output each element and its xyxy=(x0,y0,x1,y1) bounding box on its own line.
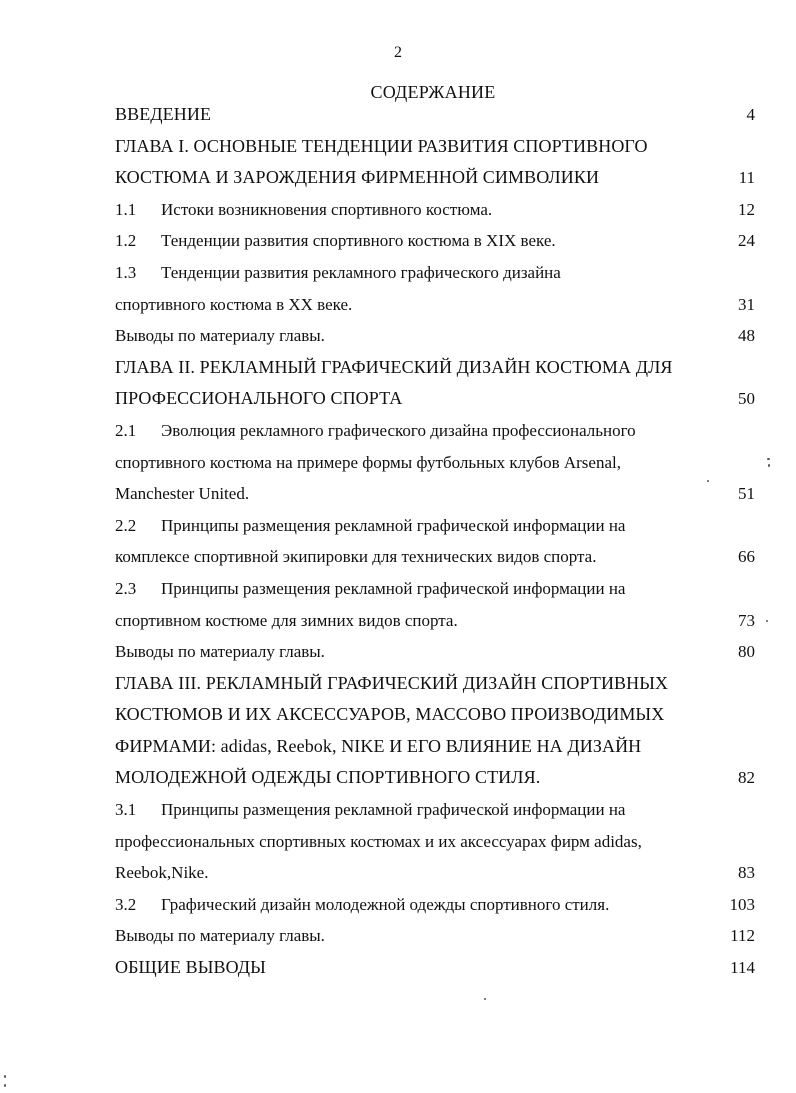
page-number: 2 xyxy=(394,44,402,61)
toc-entry xyxy=(115,415,755,447)
toc-entry xyxy=(115,131,755,163)
toc-entry-text xyxy=(115,289,352,321)
toc-entry xyxy=(115,668,755,700)
scan-speck xyxy=(768,464,770,467)
toc-entry-text xyxy=(115,541,596,573)
toc-entry-page: 11 xyxy=(738,168,755,188)
toc-entry-text xyxy=(115,826,642,858)
toc-entry xyxy=(115,731,755,763)
toc-entry-label: профессиональных спортивных костюмах и их аксессуарах фирм adidas, xyxy=(115,831,642,851)
scan-speck xyxy=(767,458,770,460)
toc-entry-page: 31 xyxy=(738,294,755,314)
toc-entry-label: ГЛАВА I. ОСНОВНЫЕ ТЕНДЕНЦИИ РАЗВИТИЯ СПОРТИВНОГО xyxy=(115,135,648,156)
toc-entry-label: Принципы размещения рекламной графической информации на xyxy=(161,800,626,820)
toc-entry-text xyxy=(115,573,625,605)
toc-entry xyxy=(115,794,755,826)
toc-entry xyxy=(115,541,755,573)
toc-entry-label: ОБЩИЕ ВЫВОДЫ xyxy=(115,957,266,978)
toc-entry-text xyxy=(115,699,664,731)
toc-entry-text xyxy=(115,857,208,889)
toc-entry-page: 80 xyxy=(738,642,755,662)
toc-entry-page: 112 xyxy=(730,926,755,946)
toc-entry-page: 103 xyxy=(729,894,755,914)
toc-entry-page: 4 xyxy=(746,105,755,124)
toc-entry-text xyxy=(115,794,625,826)
toc-entry-text xyxy=(115,636,325,668)
toc-entry-label: Выводы по материалу главы. xyxy=(115,326,325,346)
toc-entry-text xyxy=(115,320,325,352)
toc-entry-text xyxy=(115,194,492,226)
toc-entry xyxy=(115,447,755,479)
toc-entry-label: Выводы по материалу главы. xyxy=(115,642,325,662)
toc-entry xyxy=(115,699,755,731)
toc-entry-text xyxy=(115,162,599,194)
toc-entry-label: Истоки возникновения спортивного костюма. xyxy=(161,199,493,219)
toc-entry-label: Эволюция рекламного графического дизайна профессионального xyxy=(161,420,636,440)
toc-entry-text xyxy=(115,478,249,510)
toc-entry-text xyxy=(115,510,625,542)
toc-entry-text xyxy=(115,731,641,763)
toc-entry-number: 3.2 xyxy=(115,894,137,914)
toc-entry xyxy=(115,99,755,131)
toc-entry-number: 2.2 xyxy=(115,515,137,535)
toc-entry xyxy=(115,383,755,415)
toc-entry-text xyxy=(115,225,556,257)
toc-entry-text xyxy=(115,447,621,479)
toc-entry-label: ГЛАВА III. РЕКЛАМНЫЙ ГРАФИЧЕСКИЙ ДИЗАЙН СПОРТИВНЫХ xyxy=(115,672,669,693)
toc-entry xyxy=(115,289,755,321)
toc-entry-page: 24 xyxy=(738,231,755,251)
toc-entry-label: Принципы размещения рекламной графической информации на xyxy=(161,515,626,535)
toc-entry xyxy=(115,605,755,637)
toc-entry-text xyxy=(115,99,211,131)
toc-entry xyxy=(115,920,755,952)
toc-entry-page: 82 xyxy=(738,768,755,788)
toc-entry-label: Выводы по материалу главы. xyxy=(115,926,325,946)
scan-speck xyxy=(766,620,768,622)
toc-entry-number: 3.1 xyxy=(115,800,137,820)
toc-entry-label: комплексе спортивной экипировки для технических видов спорта. xyxy=(115,547,597,567)
toc-entry-label: ГЛАВА II. РЕКЛАМНЫЙ ГРАФИЧЕСКИЙ ДИЗАЙН КОСТЮМА ДЛЯ xyxy=(115,356,673,377)
toc-entry xyxy=(115,225,755,257)
toc-entry-text xyxy=(115,668,668,700)
toc-entry-page: 12 xyxy=(738,199,755,219)
toc-entry-label: спортивном костюме для зимних видов спорта. xyxy=(115,610,458,630)
toc-entry-number: 1.3 xyxy=(115,262,137,282)
toc-entry xyxy=(115,762,755,794)
toc-entry-label: ВВЕДЕНИЕ xyxy=(115,104,212,124)
toc-entry-label: Графический дизайн молодежной одежды спортивного стиля. xyxy=(161,894,610,914)
toc-entry xyxy=(115,573,755,605)
toc-entry xyxy=(115,889,755,921)
toc-entry-page: 51 xyxy=(738,484,755,504)
table-of-contents xyxy=(115,99,755,984)
toc-entry xyxy=(115,636,755,668)
toc-entry xyxy=(115,857,755,889)
toc-entry-label: спортивного костюма на примере формы футбольных клубов Arsenal, xyxy=(115,452,621,472)
toc-entry xyxy=(115,194,755,226)
toc-entry xyxy=(115,952,755,984)
scan-speck xyxy=(707,480,709,482)
toc-entry xyxy=(115,257,755,289)
toc-entry-text xyxy=(115,762,540,794)
toc-entry-text xyxy=(115,920,325,952)
toc-entry-label: ПРОФЕССИОНАЛЬНОГО СПОРТА xyxy=(115,388,403,409)
toc-entry-label: КОСТЮМА И ЗАРОЖДЕНИЯ ФИРМЕННОЙ СИМВОЛИКИ xyxy=(115,167,600,188)
scan-speck xyxy=(484,998,486,1000)
scan-speck xyxy=(4,1084,6,1087)
toc-entry-number: 2.3 xyxy=(115,578,137,598)
page-title: СОДЕРЖАНИЕ xyxy=(370,82,496,102)
toc-entry-page: 48 xyxy=(738,326,755,346)
toc-entry-label: ФИРМАМИ: adidas, Reebok, NIKE И ЕГО ВЛИЯНИЕ НА ДИЗАЙН xyxy=(115,735,642,756)
toc-entry-label: спортивного костюма в XX веке. xyxy=(115,294,353,314)
toc-entry xyxy=(115,826,755,858)
toc-entry-number: 2.1 xyxy=(115,420,137,440)
toc-entry xyxy=(115,510,755,542)
toc-entry-text xyxy=(115,952,266,984)
toc-entry-page: 83 xyxy=(738,863,755,883)
toc-entry xyxy=(115,320,755,352)
toc-entry-number: 1.1 xyxy=(115,199,137,219)
toc-entry-text xyxy=(115,352,673,384)
toc-entry-page: 114 xyxy=(730,958,755,978)
toc-entry-label: Reebok,Nike. xyxy=(115,863,209,883)
toc-entry xyxy=(115,478,755,510)
toc-entry-text xyxy=(115,383,402,415)
scan-speck xyxy=(4,1075,6,1078)
toc-entry-page: 50 xyxy=(738,389,755,409)
toc-entry-text xyxy=(115,605,458,637)
toc-entry-label: Manchester United. xyxy=(115,484,250,504)
toc-entry-text xyxy=(115,415,636,447)
toc-entry-text xyxy=(115,889,609,921)
toc-entry-page: 66 xyxy=(738,547,755,567)
toc-entry-label: Принципы размещения рекламной графической информации на xyxy=(161,578,626,598)
toc-entry xyxy=(115,352,755,384)
toc-entry-text xyxy=(115,131,648,163)
toc-entry-label: МОЛОДЕЖНОЙ ОДЕЖДЫ СПОРТИВНОГО СТИЛЯ. xyxy=(115,767,541,788)
toc-entry-label: Тенденции развития спортивного костюма в XIX веке. xyxy=(161,231,556,251)
toc-entry-label: КОСТЮМОВ И ИХ АКСЕССУАРОВ, МАССОВО ПРОИЗВОДИМЫХ xyxy=(115,704,665,725)
toc-entry-text xyxy=(115,257,561,289)
toc-entry xyxy=(115,162,755,194)
toc-entry-label: Тенденции развития рекламного графического дизайна xyxy=(161,262,561,282)
toc-entry-page: 73 xyxy=(738,610,755,630)
toc-entry-number: 1.2 xyxy=(115,231,137,251)
